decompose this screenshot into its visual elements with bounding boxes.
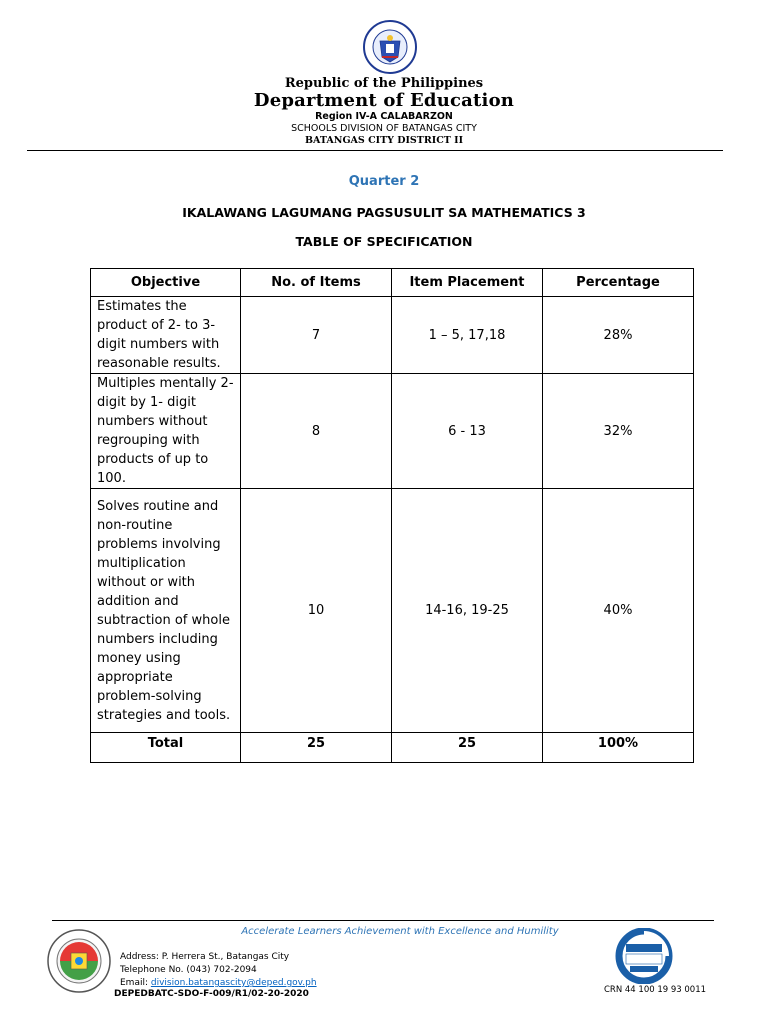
items-cell: 10 xyxy=(241,489,392,733)
placement-cell: 6 - 13 xyxy=(392,374,543,489)
header-no-of-items: No. of Items xyxy=(241,269,392,297)
footer-motto: Accelerate Learners Achievement with Excellence and Humility xyxy=(241,926,559,937)
percentage-cell: 32% xyxy=(543,374,694,489)
table-row xyxy=(91,297,694,374)
header-percentage: Percentage xyxy=(543,269,694,297)
footer-address: Address: P. Herrera St., Batangas City xyxy=(120,952,290,962)
footer-telephone: Telephone No. (043) 702-2094 xyxy=(120,965,257,975)
sdo-batangas-logo xyxy=(44,928,114,994)
header-region: Region IV-A CALABARZON xyxy=(315,111,453,122)
placement-cell: 14-16, 19-25 xyxy=(392,489,543,733)
header-division: SCHOOLS DIVISION OF BATANGAS CITY xyxy=(291,123,477,134)
header-objective: Objective xyxy=(91,269,241,297)
test-title: IKALAWANG LAGUMANG PAGSUSULIT SA MATHEMATICS 3 xyxy=(182,205,586,220)
footer-divider xyxy=(52,920,714,921)
total-placement-cell: 25 xyxy=(392,733,543,763)
footer-crn-number: CRN 44 100 19 93 0011 xyxy=(604,985,707,995)
percentage-cell: 40% xyxy=(543,489,694,733)
header-department: Department of Education xyxy=(253,90,515,111)
table-header-row xyxy=(91,269,694,297)
objective-cell: Multiples mentally 2-digit by 1- digit numbers without regrouping with products of up to 100. xyxy=(91,374,241,489)
table-total-row xyxy=(91,733,694,763)
quarter-label: Quarter 2 xyxy=(348,174,420,189)
total-label-cell: Total xyxy=(91,733,241,763)
items-cell: 8 xyxy=(241,374,392,489)
items-cell: 7 xyxy=(241,297,392,374)
total-percentage-cell: 100% xyxy=(543,733,694,763)
header-item-placement: Item Placement xyxy=(392,269,543,297)
tos-title: TABLE OF SPECIFICATION xyxy=(295,234,473,249)
objective-cell: Solves routine and non-routine problems involving multiplication without or with addition and subtraction of whole numbers including money using appropriate problem-solving strategies and tools. xyxy=(91,489,241,733)
footer-email-label: Email: xyxy=(120,978,151,988)
footer-email-link[interactable]: division.batangascity@deped.gov.ph xyxy=(150,978,317,988)
footer-document-number: DEPEDBATC-SDO-F-009/R1/02-20-2020 xyxy=(114,989,309,999)
header-republic: Republic of the Philippines xyxy=(284,76,484,91)
header-divider xyxy=(27,150,723,151)
deped-seal-logo xyxy=(362,17,418,77)
objective-cell: Estimates the product of 2- to 3-digit numbers with reasonable results. xyxy=(91,297,241,374)
total-items-cell: 25 xyxy=(241,733,392,763)
percentage-cell: 28% xyxy=(543,297,694,374)
header-district: BATANGAS CITY DISTRICT II xyxy=(304,135,464,146)
table-row xyxy=(91,374,694,489)
footer-email-line xyxy=(120,978,317,988)
table-row xyxy=(91,489,694,733)
placement-cell: 1 – 5, 17,18 xyxy=(392,297,543,374)
specification-table xyxy=(90,268,694,763)
